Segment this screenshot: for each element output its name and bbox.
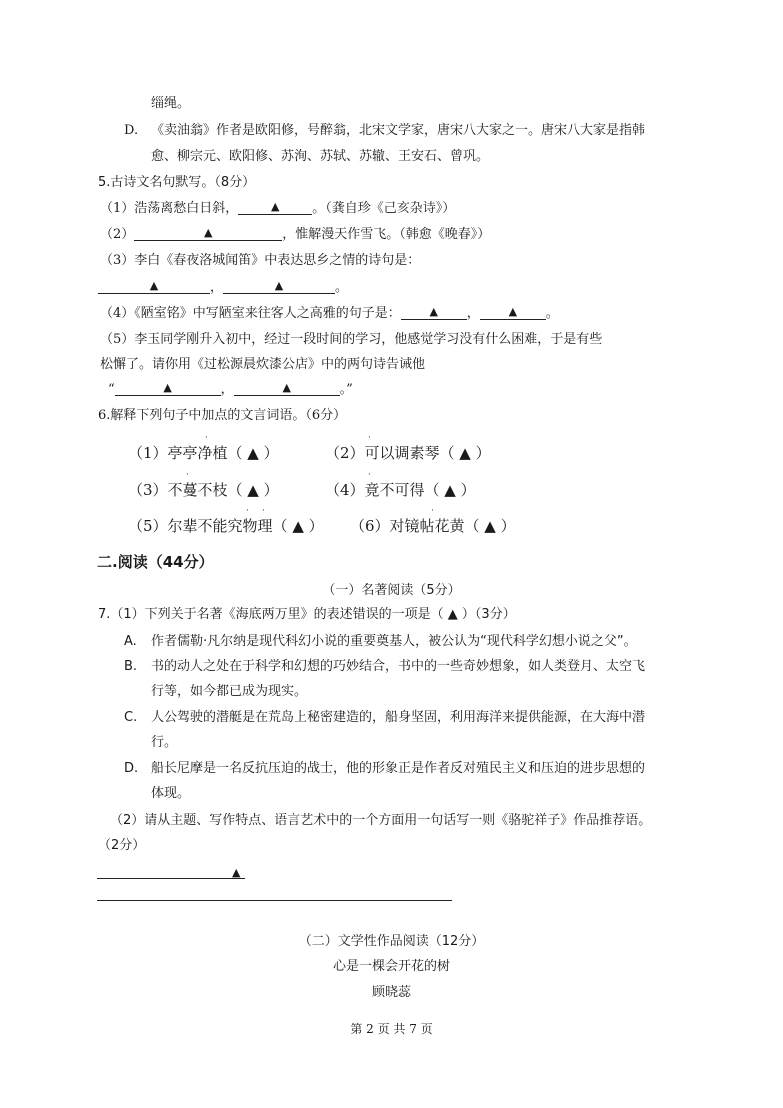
- emphasis-dot: ·: [262, 506, 265, 516]
- q6-item4: （4）竟不可得（ ▲ ）: [325, 481, 476, 499]
- q5-blank1[interactable]: [238, 200, 312, 215]
- section2-sub2: （二）文学性作品阅读（12分）: [298, 934, 485, 949]
- q5-blank4b[interactable]: [480, 305, 546, 320]
- answer-triangle-icon: ▲: [271, 200, 280, 213]
- option-d-line2: 愈、柳宗元、欧阳修、苏洵、苏轼、苏辙、王安石、曾巩。: [151, 149, 490, 164]
- answer-triangle-icon: ▲: [163, 381, 172, 394]
- q7-a-label: A.: [124, 634, 137, 649]
- q5-item5-answers: “ ▲ ， ▲ 。”: [108, 381, 353, 397]
- section2-sub1: （一）名著阅读（5分）: [322, 583, 461, 598]
- q5-blank5b[interactable]: [234, 381, 340, 396]
- answer-line[interactable]: [97, 900, 452, 901]
- article-author: 顾晓蕊: [371, 985, 411, 1000]
- q7-option-d-line1: 船长尼摩是一名反抗压迫的战士，他的形象正是作者反对殖民主义和压迫的进步思想的: [151, 761, 646, 776]
- q5-blank3a[interactable]: [98, 279, 210, 294]
- q6-title: 6.解释下列句子中加点的文言词语。（6分）: [98, 408, 347, 423]
- answer-triangle-icon: ▲: [429, 305, 439, 318]
- emphasis-dot: ·: [368, 433, 371, 443]
- q7-option-c-line2: 行。: [151, 735, 178, 750]
- q5-item2: （2） ▲ ，惟解漫天作雪飞。（韩愈《晚春》）: [100, 226, 491, 242]
- q7-option-a: 作者儒勒·凡尔纳是现代科幻小说的重要奠基人，被公认为“现代科学幻想小说之父”。: [151, 634, 637, 649]
- q7-stem: 7.（1）下列关于名著《海底两万里》的表述错误的一项是（ ▲ ）（3分）: [98, 607, 516, 622]
- q7-c-label: C.: [124, 710, 138, 725]
- answer-line[interactable]: [97, 878, 245, 879]
- emphasis-dot: ·: [186, 470, 189, 480]
- answer-triangle-icon: ▲: [232, 866, 241, 879]
- q5-blank4a[interactable]: [401, 305, 467, 320]
- q7-option-b-line1: 书的动人之处在于科学和幻想的巧妙结合，书中的一些奇妙想象，如人类登月、太空飞: [151, 659, 646, 674]
- emphasis-dot: ·: [246, 506, 249, 516]
- option-c-continuation: 缁绳。: [151, 96, 191, 111]
- section2-title: 二.阅读（44分）: [97, 553, 214, 571]
- answer-triangle-icon: ▲: [274, 279, 284, 292]
- q7-option-b-line2: 行等，如今都已成为现实。: [151, 684, 308, 699]
- q7-option-c-line1: 人公驾驶的潜艇是在荒岛上秘密建造的，船身坚固，利用海洋来提供能源，在大海中潜: [151, 710, 646, 725]
- q5-item3-answers: ▲ ， ▲ 。: [98, 279, 348, 297]
- q5-blank5a[interactable]: [115, 381, 221, 396]
- q7-d-label: D.: [124, 761, 139, 776]
- option-d-line1: 《卖油翁》作者是欧阳修，号醉翁，北宋文学家，唐宋八大家之一。唐宋八大家是指韩: [151, 123, 646, 138]
- article-title: 心是一棵会开花的树: [332, 959, 450, 974]
- q6-item1: （1）亭亭净植（ ▲ ）: [128, 444, 279, 462]
- answer-triangle-icon: ▲: [508, 305, 518, 318]
- answer-triangle-icon: ▲: [149, 279, 159, 292]
- q7-b-label: B.: [124, 659, 138, 674]
- q5-item3: （3）李白《春夜洛城闻笛》中表达思乡之情的诗句是：: [100, 253, 421, 268]
- emphasis-dot: ·: [368, 470, 371, 480]
- q6-item6: （6）对镜帖花黄（ ▲ ）: [350, 517, 516, 535]
- q5-blank2[interactable]: [134, 226, 282, 241]
- q6-item3: （3）不蔓不枝（ ▲ ）: [128, 481, 279, 499]
- answer-triangle-icon: ▲: [282, 381, 291, 394]
- emphasis-dot: ·: [431, 506, 434, 516]
- q5-item5-line1: （5）李玉同学刚升入初中，经过一段时间的学习，他感觉学习没有什么困难，于是有些: [100, 332, 603, 347]
- page-footer: 第 2 页 共 7 页: [350, 1022, 433, 1036]
- q6-item5: （5）尔辈不能究物理（ ▲ ）: [128, 517, 324, 535]
- q5-item1: （1）浩荡离愁白日斜， ▲ 。（龚自珍《己亥杂诗》）: [100, 200, 456, 216]
- q5-title: 5.古诗文名句默写。（8分）: [98, 175, 256, 190]
- option-d-label: D.: [124, 123, 139, 138]
- q5-item5-line2: 松懈了。请你用《过松源晨炊漆公店》中的两句诗告诫他: [100, 357, 426, 372]
- q5-blank3b[interactable]: [223, 279, 335, 294]
- answer-triangle-icon: ▲: [204, 226, 213, 239]
- emphasis-dot: ·: [205, 433, 208, 443]
- q5-item4: （4）《陋室铭》中写陋室来往客人之高雅的句子是： ▲ ， ▲ 。: [100, 305, 559, 321]
- q7-option-d-line2: 体现。: [151, 786, 191, 801]
- q7-part2-line2: （2分）: [98, 838, 146, 853]
- q6-item2: （2）可以调素琴（ ▲ ）: [325, 444, 491, 462]
- q7-part2-line1: （2）请从主题、写作特点、语言艺术中的一个方面用一句话写一则《骆驼祥子》作品推荐语。: [110, 813, 652, 828]
